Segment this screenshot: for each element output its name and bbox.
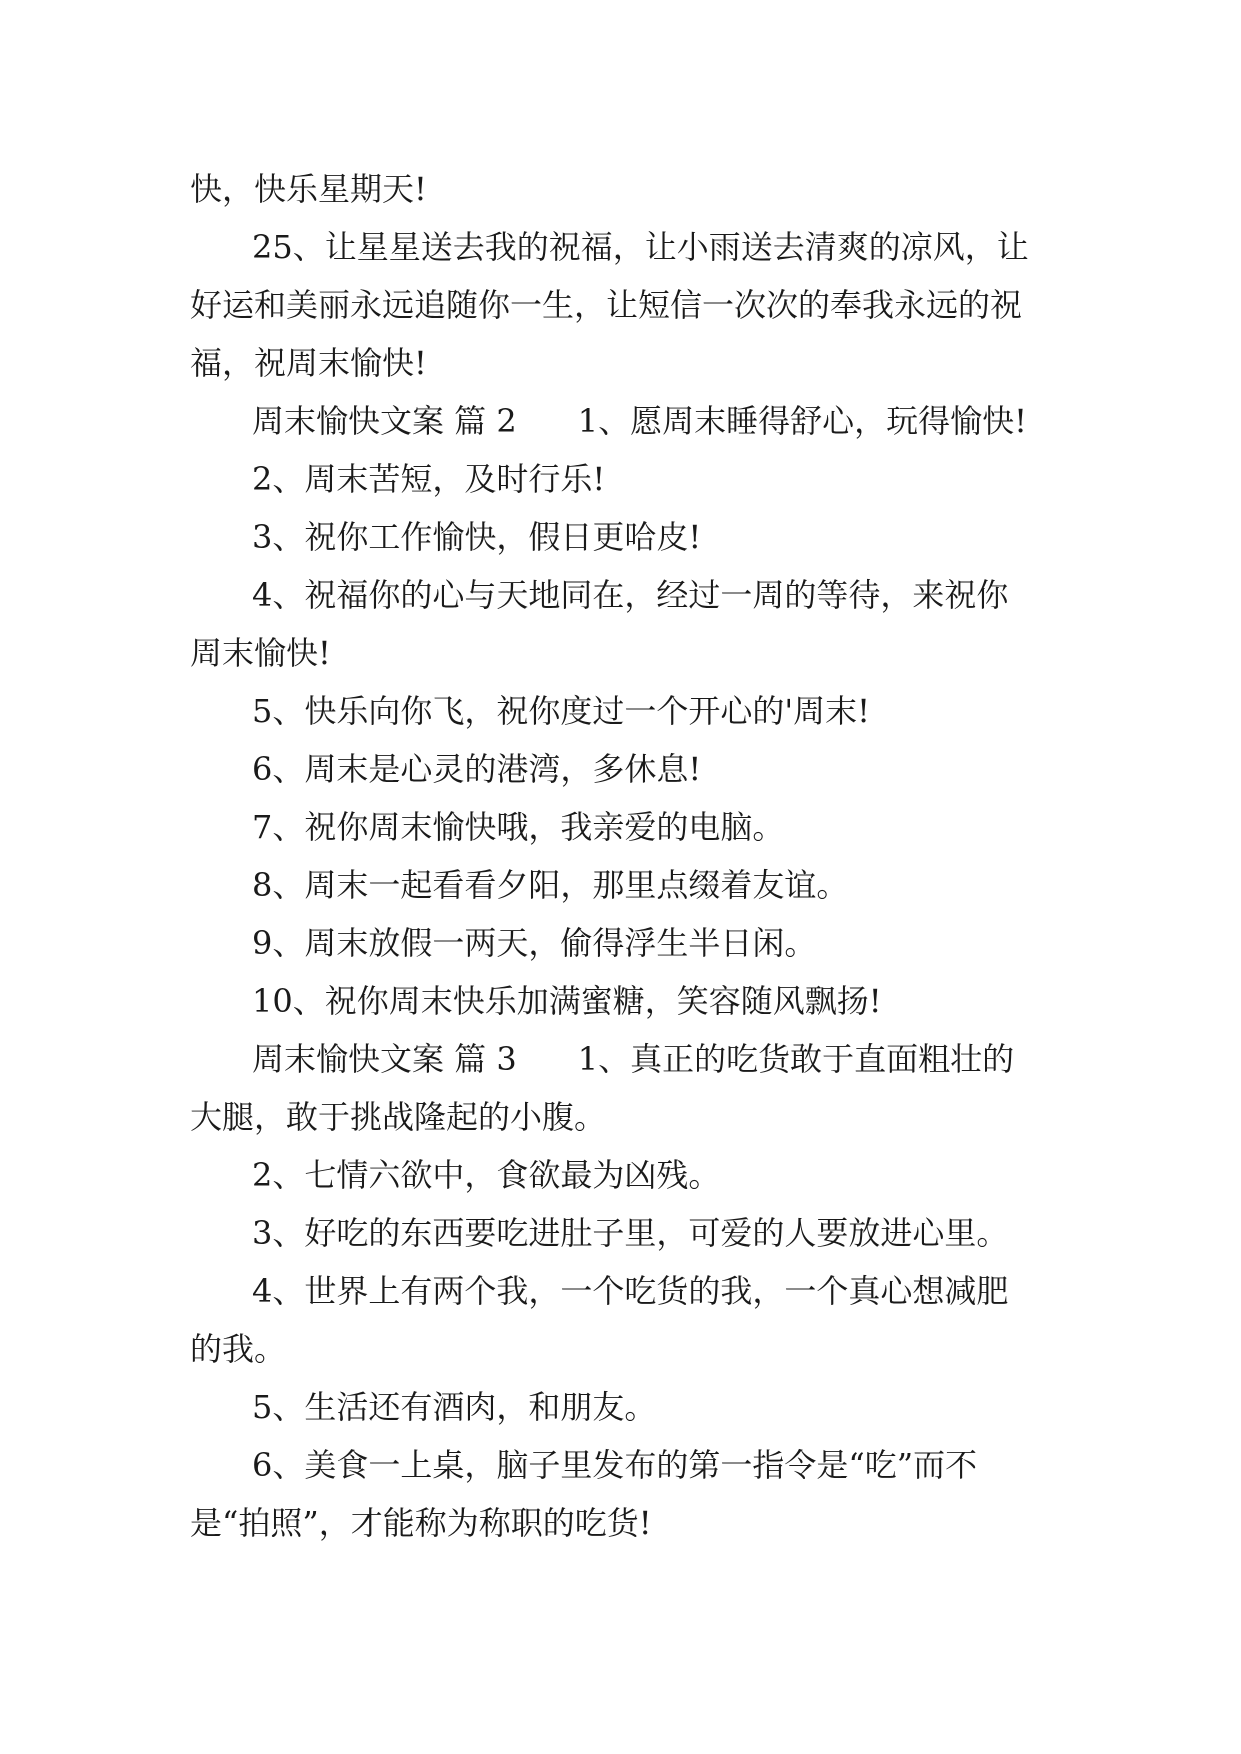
text-line: 的我。 [190, 1330, 287, 1368]
text-line: 好运和美丽永远追随你一生，让短信一次次的奉我永远的祝 [190, 286, 1023, 324]
text-line: 4、祝福你的心与天地同在，经过一周的等待，来祝你 [252, 576, 1009, 614]
text-line: 7、祝你周末愉快哦，我亲爱的电脑。 [252, 808, 785, 846]
text-line: 4、世界上有两个我，一个吃货的我，一个真心想减肥 [252, 1272, 1009, 1310]
text-line: 2、周末苦短，及时行乐! [252, 460, 606, 498]
document-body [190, 160, 1070, 1552]
text-line: 6、周末是心灵的港湾，多休息! [252, 750, 702, 788]
text-line: 8、周末一起看看夕阳，那里点缀着友谊。 [252, 866, 849, 904]
text-line: 福，祝周末愉快! [190, 344, 427, 382]
text-line: 周末愉快! [190, 634, 331, 672]
text-line: 5、生活还有酒肉，和朋友。 [252, 1388, 657, 1426]
text-line: 9、周末放假一两天，偷得浮生半日闲。 [252, 924, 817, 962]
text-line: 是“拍照”，才能称为称职的吃货! [190, 1504, 652, 1542]
text-line: 10、祝你周末快乐加满蜜糖，笑容随风飘扬! [252, 982, 882, 1020]
text-line: 3、祝你工作愉快，假日更哈皮! [252, 518, 702, 556]
text-line: 25、让星星送去我的祝福，让小雨送去清爽的凉风，让 [252, 228, 1029, 266]
text-line: 大腿，敢于挑战隆起的小腹。 [190, 1098, 607, 1136]
text-line: 2、七情六欲中，食欲最为凶残。 [252, 1156, 721, 1194]
text-line: 快，快乐星期天! [190, 170, 427, 208]
text-line: 5、快乐向你飞，祝你度过一个开心的'周末! [252, 692, 871, 730]
section-heading-line: 周末愉快文案 篇 2 1、愿周末睡得舒心，玩得愉快! [252, 402, 1027, 440]
text-line: 6、美食一上桌，脑子里发布的第一指令是“吃”而不 [252, 1446, 978, 1484]
text-line: 3、好吃的东西要吃进肚子里，可爱的人要放进心里。 [252, 1214, 1009, 1252]
section-heading-line: 周末愉快文案 篇 3 1、真正的吃货敢于直面粗壮的 [252, 1040, 1015, 1078]
